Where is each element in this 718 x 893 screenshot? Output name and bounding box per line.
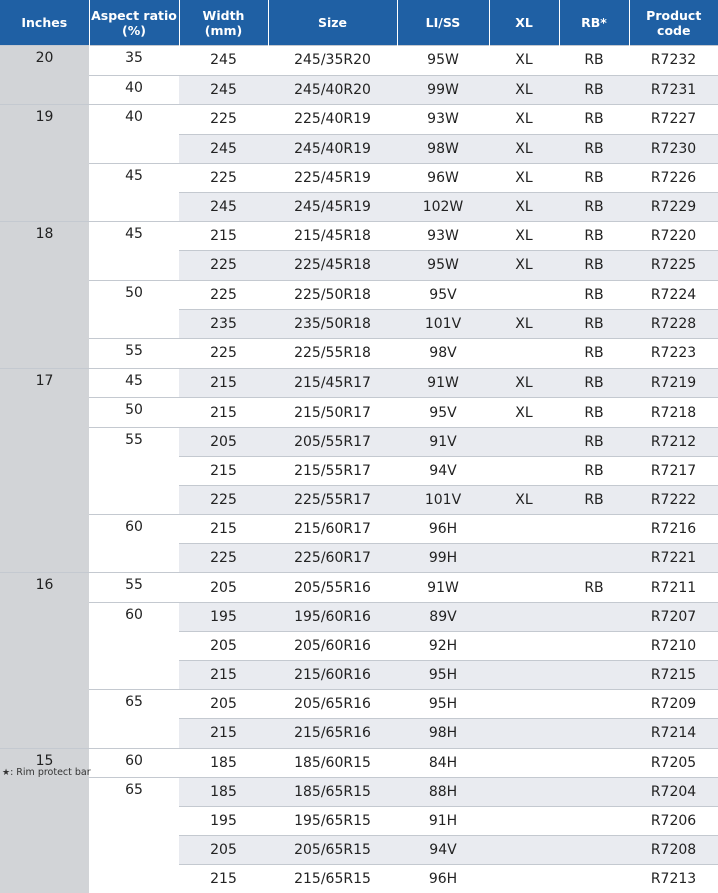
product-code-cell: R7207	[629, 603, 718, 632]
width-cell: 215	[179, 864, 268, 893]
table-row	[0, 163, 718, 192]
aspect-cell: 55	[89, 427, 179, 456]
inch-cell: 19	[0, 105, 89, 134]
star-icon: ★	[2, 768, 11, 778]
li-ss-cell: 93W	[397, 105, 489, 134]
header-aspect-ratio	[89, 0, 179, 46]
xl-cell	[489, 515, 559, 544]
aspect-cell	[89, 134, 179, 163]
xl-cell	[489, 632, 559, 661]
header-li-ss: LI/SS	[397, 0, 489, 46]
inch-cell	[0, 192, 89, 221]
rb-cell	[559, 719, 629, 748]
width-cell: 215	[179, 457, 268, 486]
inch-cell	[0, 457, 89, 486]
li-ss-cell: 94V	[397, 836, 489, 865]
rb-cell: RB	[559, 75, 629, 105]
rb-cell	[559, 544, 629, 573]
width-cell: 225	[179, 485, 268, 514]
width-cell: 225	[179, 163, 268, 192]
table-row	[0, 309, 718, 338]
li-ss-cell: 95V	[397, 398, 489, 428]
product-code-cell: R7204	[629, 778, 718, 807]
header-xl: XL	[489, 0, 559, 46]
xl-cell	[489, 544, 559, 573]
table-row	[0, 573, 718, 603]
table-row	[0, 457, 718, 486]
inch-cell	[0, 778, 89, 807]
xl-cell: XL	[489, 222, 559, 251]
inch-cell	[0, 338, 89, 368]
table-row	[0, 427, 718, 456]
xl-cell: XL	[489, 192, 559, 221]
xl-cell	[489, 427, 559, 456]
xl-cell: XL	[489, 368, 559, 398]
rb-cell: RB	[559, 573, 629, 603]
product-code-cell: R7209	[629, 690, 718, 719]
li-ss-cell: 84H	[397, 748, 489, 778]
width-cell: 245	[179, 134, 268, 163]
product-code-cell: R7225	[629, 251, 718, 280]
table-row	[0, 134, 718, 163]
header-aspect-line2: (%)	[122, 22, 146, 38]
aspect-cell	[89, 309, 179, 338]
table-row	[0, 398, 718, 428]
li-ss-cell: 93W	[397, 222, 489, 251]
product-code-cell: R7216	[629, 515, 718, 544]
width-cell: 215	[179, 368, 268, 398]
inch-cell	[0, 660, 89, 689]
product-code-cell: R7229	[629, 192, 718, 221]
header-size: Size	[268, 0, 397, 46]
inch-cell	[0, 807, 89, 836]
xl-cell: XL	[489, 485, 559, 514]
rb-cell	[559, 864, 629, 893]
aspect-cell	[89, 544, 179, 573]
xl-cell	[489, 660, 559, 689]
table-row	[0, 222, 718, 251]
li-ss-cell: 91W	[397, 368, 489, 398]
size-cell: 205/55R17	[268, 427, 397, 456]
inch-cell	[0, 398, 89, 428]
aspect-cell	[89, 807, 179, 836]
rb-cell	[559, 836, 629, 865]
size-cell: 225/55R17	[268, 485, 397, 514]
width-cell: 235	[179, 309, 268, 338]
inch-cell	[0, 836, 89, 865]
xl-cell: XL	[489, 105, 559, 134]
table-row	[0, 690, 718, 719]
aspect-cell: 55	[89, 338, 179, 368]
xl-cell	[489, 748, 559, 778]
xl-cell: XL	[489, 46, 559, 76]
inch-cell	[0, 75, 89, 105]
aspect-cell	[89, 251, 179, 280]
size-cell: 245/40R20	[268, 75, 397, 105]
rb-cell: RB	[559, 368, 629, 398]
rb-cell	[559, 807, 629, 836]
size-cell: 215/60R16	[268, 660, 397, 689]
rb-cell: RB	[559, 398, 629, 428]
width-cell: 215	[179, 719, 268, 748]
product-code-cell: R7227	[629, 105, 718, 134]
size-cell: 225/50R18	[268, 280, 397, 309]
product-code-cell: R7223	[629, 338, 718, 368]
table-row	[0, 836, 718, 865]
inch-cell	[0, 632, 89, 661]
product-code-cell: R7205	[629, 748, 718, 778]
table-row	[0, 75, 718, 105]
product-code-cell: R7231	[629, 75, 718, 105]
size-cell: 235/50R18	[268, 309, 397, 338]
li-ss-cell: 95V	[397, 280, 489, 309]
table-row	[0, 46, 718, 76]
inch-cell: 15	[0, 748, 89, 778]
inch-cell	[0, 544, 89, 573]
size-cell: 225/45R19	[268, 163, 397, 192]
xl-cell	[489, 338, 559, 368]
width-cell: 225	[179, 280, 268, 309]
table-row	[0, 251, 718, 280]
product-code-cell: R7224	[629, 280, 718, 309]
inch-cell: 16	[0, 573, 89, 603]
aspect-cell	[89, 864, 179, 893]
table-body	[0, 46, 718, 893]
aspect-cell: 50	[89, 280, 179, 309]
width-cell: 205	[179, 427, 268, 456]
product-code-cell: R7218	[629, 398, 718, 428]
li-ss-cell: 101V	[397, 485, 489, 514]
xl-cell: XL	[489, 309, 559, 338]
rb-cell: RB	[559, 105, 629, 134]
inch-cell	[0, 280, 89, 309]
aspect-cell	[89, 719, 179, 748]
xl-cell	[489, 280, 559, 309]
aspect-cell: 60	[89, 603, 179, 632]
product-code-cell: R7222	[629, 485, 718, 514]
width-cell: 245	[179, 75, 268, 105]
header-rb: RB*	[559, 0, 629, 46]
header-width-line2: (mm)	[204, 22, 243, 38]
size-cell: 225/40R19	[268, 105, 397, 134]
header-aspect-line1: Aspect ratio	[91, 7, 177, 23]
aspect-cell: 60	[89, 515, 179, 544]
product-code-cell: R7219	[629, 368, 718, 398]
size-cell: 195/65R15	[268, 807, 397, 836]
inch-cell	[0, 690, 89, 719]
inch-cell	[0, 251, 89, 280]
size-cell: 225/55R18	[268, 338, 397, 368]
rb-cell: RB	[559, 46, 629, 76]
width-cell: 205	[179, 836, 268, 865]
rb-cell: RB	[559, 457, 629, 486]
header-width-line1: Width	[202, 7, 245, 23]
rb-cell	[559, 632, 629, 661]
li-ss-cell: 102W	[397, 192, 489, 221]
table-row	[0, 105, 718, 134]
aspect-cell: 50	[89, 398, 179, 428]
size-cell: 245/45R19	[268, 192, 397, 221]
footnote-text: : Rim protect bar	[10, 767, 91, 778]
width-cell: 205	[179, 573, 268, 603]
xl-cell	[489, 778, 559, 807]
aspect-cell	[89, 632, 179, 661]
product-code-cell: R7208	[629, 836, 718, 865]
aspect-cell	[89, 457, 179, 486]
xl-cell	[489, 690, 559, 719]
rb-cell: RB	[559, 427, 629, 456]
width-cell: 225	[179, 544, 268, 573]
product-code-cell: R7220	[629, 222, 718, 251]
table-row	[0, 807, 718, 836]
li-ss-cell: 98H	[397, 719, 489, 748]
li-ss-cell: 88H	[397, 778, 489, 807]
aspect-cell	[89, 836, 179, 865]
product-code-cell: R7213	[629, 864, 718, 893]
width-cell: 215	[179, 398, 268, 428]
li-ss-cell: 95W	[397, 251, 489, 280]
inch-cell	[0, 719, 89, 748]
aspect-cell: 40	[89, 75, 179, 105]
inch-cell	[0, 427, 89, 456]
width-cell: 195	[179, 807, 268, 836]
rb-cell	[559, 660, 629, 689]
product-code-cell: R7211	[629, 573, 718, 603]
rb-cell: RB	[559, 485, 629, 514]
xl-cell	[489, 836, 559, 865]
size-cell: 205/65R16	[268, 690, 397, 719]
li-ss-cell: 89V	[397, 603, 489, 632]
rb-cell	[559, 748, 629, 778]
size-cell: 245/35R20	[268, 46, 397, 76]
size-cell: 215/50R17	[268, 398, 397, 428]
rb-cell	[559, 778, 629, 807]
li-ss-cell: 95H	[397, 690, 489, 719]
product-code-cell: R7221	[629, 544, 718, 573]
li-ss-cell: 99W	[397, 75, 489, 105]
width-cell: 245	[179, 46, 268, 76]
aspect-cell	[89, 660, 179, 689]
table-row	[0, 485, 718, 514]
li-ss-cell: 91V	[397, 427, 489, 456]
li-ss-cell: 98W	[397, 134, 489, 163]
table-row	[0, 660, 718, 689]
li-ss-cell: 92H	[397, 632, 489, 661]
xl-cell	[489, 573, 559, 603]
table-header-row	[0, 0, 718, 46]
rb-cell: RB	[559, 222, 629, 251]
product-code-cell: R7226	[629, 163, 718, 192]
aspect-cell: 65	[89, 690, 179, 719]
header-width	[179, 0, 268, 46]
size-cell: 215/60R17	[268, 515, 397, 544]
size-cell: 185/60R15	[268, 748, 397, 778]
xl-cell: XL	[489, 398, 559, 428]
size-cell: 245/40R19	[268, 134, 397, 163]
rb-cell	[559, 515, 629, 544]
xl-cell	[489, 457, 559, 486]
aspect-cell: 55	[89, 573, 179, 603]
inch-cell	[0, 864, 89, 893]
size-cell: 215/55R17	[268, 457, 397, 486]
rb-cell: RB	[559, 163, 629, 192]
product-code-cell: R7215	[629, 660, 718, 689]
width-cell: 205	[179, 632, 268, 661]
rb-cell: RB	[559, 192, 629, 221]
width-cell: 185	[179, 778, 268, 807]
size-cell: 215/45R17	[268, 368, 397, 398]
xl-cell: XL	[489, 75, 559, 105]
li-ss-cell: 99H	[397, 544, 489, 573]
inch-cell: 17	[0, 368, 89, 398]
aspect-cell: 65	[89, 778, 179, 807]
xl-cell: XL	[489, 134, 559, 163]
table-row	[0, 544, 718, 573]
rb-cell	[559, 690, 629, 719]
header-inches: Inches	[0, 0, 89, 46]
product-code-cell: R7232	[629, 46, 718, 76]
inch-cell	[0, 134, 89, 163]
inch-cell: 18	[0, 222, 89, 251]
width-cell: 215	[179, 660, 268, 689]
aspect-cell: 45	[89, 163, 179, 192]
aspect-cell: 35	[89, 46, 179, 76]
table-row	[0, 632, 718, 661]
table-row	[0, 515, 718, 544]
width-cell: 215	[179, 222, 268, 251]
size-cell: 215/65R16	[268, 719, 397, 748]
width-cell: 205	[179, 690, 268, 719]
li-ss-cell: 94V	[397, 457, 489, 486]
li-ss-cell: 96H	[397, 864, 489, 893]
aspect-cell	[89, 192, 179, 221]
table-row	[0, 719, 718, 748]
width-cell: 225	[179, 251, 268, 280]
inch-cell	[0, 485, 89, 514]
product-code-cell: R7228	[629, 309, 718, 338]
width-cell: 225	[179, 338, 268, 368]
size-cell: 215/45R18	[268, 222, 397, 251]
header-product-code: Product code	[629, 0, 718, 46]
aspect-cell	[89, 485, 179, 514]
xl-cell: XL	[489, 251, 559, 280]
table-row	[0, 192, 718, 221]
table-row	[0, 338, 718, 368]
rb-cell: RB	[559, 280, 629, 309]
li-ss-cell: 91W	[397, 573, 489, 603]
aspect-cell: 40	[89, 105, 179, 134]
li-ss-cell: 98V	[397, 338, 489, 368]
inch-cell	[0, 603, 89, 632]
width-cell: 215	[179, 515, 268, 544]
rb-cell	[559, 603, 629, 632]
product-code-cell: R7217	[629, 457, 718, 486]
width-cell: 225	[179, 105, 268, 134]
product-code-cell: R7206	[629, 807, 718, 836]
width-cell: 245	[179, 192, 268, 221]
size-cell: 205/65R15	[268, 836, 397, 865]
li-ss-cell: 96H	[397, 515, 489, 544]
li-ss-cell: 91H	[397, 807, 489, 836]
product-code-cell: R7230	[629, 134, 718, 163]
rb-cell: RB	[559, 251, 629, 280]
rb-cell: RB	[559, 309, 629, 338]
aspect-cell: 60	[89, 748, 179, 778]
width-cell: 195	[179, 603, 268, 632]
product-code-cell: R7214	[629, 719, 718, 748]
size-cell: 225/60R17	[268, 544, 397, 573]
inch-cell: 20	[0, 46, 89, 76]
table-row	[0, 864, 718, 893]
table-row	[0, 748, 718, 778]
inch-cell	[0, 309, 89, 338]
aspect-cell: 45	[89, 222, 179, 251]
size-cell: 215/65R15	[268, 864, 397, 893]
inch-cell	[0, 515, 89, 544]
xl-cell: XL	[489, 163, 559, 192]
table-row	[0, 778, 718, 807]
size-cell: 205/55R16	[268, 573, 397, 603]
product-code-cell: R7212	[629, 427, 718, 456]
xl-cell	[489, 807, 559, 836]
li-ss-cell: 95W	[397, 46, 489, 76]
li-ss-cell: 96W	[397, 163, 489, 192]
size-cell: 225/45R18	[268, 251, 397, 280]
size-cell: 205/60R16	[268, 632, 397, 661]
rb-cell: RB	[559, 338, 629, 368]
product-code-cell: R7210	[629, 632, 718, 661]
size-cell: 195/60R16	[268, 603, 397, 632]
size-cell: 185/65R15	[268, 778, 397, 807]
xl-cell	[489, 719, 559, 748]
xl-cell	[489, 864, 559, 893]
rb-cell: RB	[559, 134, 629, 163]
inch-cell	[0, 163, 89, 192]
width-cell: 185	[179, 748, 268, 778]
table-row	[0, 603, 718, 632]
table-row	[0, 280, 718, 309]
aspect-cell: 45	[89, 368, 179, 398]
li-ss-cell: 101V	[397, 309, 489, 338]
li-ss-cell: 95H	[397, 660, 489, 689]
table-row	[0, 368, 718, 398]
xl-cell	[489, 603, 559, 632]
footnote	[2, 767, 91, 778]
